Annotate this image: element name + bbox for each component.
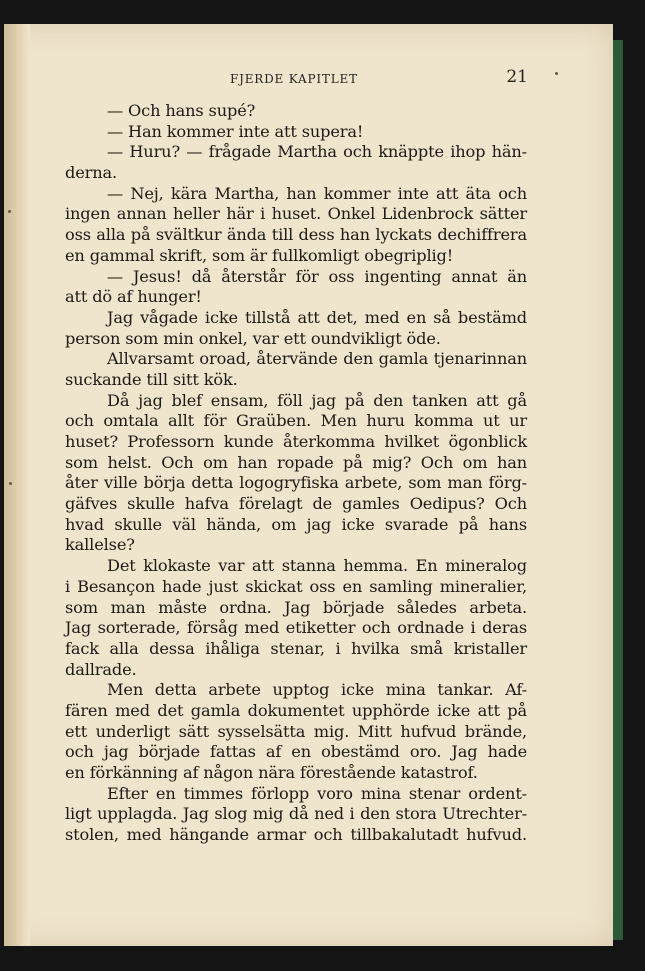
scan-speck (555, 72, 558, 75)
text-line: dallrade. (65, 659, 137, 679)
scan-speck (9, 482, 12, 485)
text-line: fären med det gamla dokumentet upphörde icke att på (65, 700, 527, 720)
body-text (65, 101, 527, 846)
text-line: person som min onkel, var ett oundvikligt öde. (65, 328, 441, 348)
text-line: i Besançon hade just skickat oss en samling mineralier, (65, 576, 527, 596)
text-line: en förkänning af någon nära förestående katastrof. (65, 763, 478, 782)
text-line: att dö af hunger! (65, 287, 202, 307)
text-line: derna. (65, 163, 118, 183)
text-line: Men detta arbete upptog icke mina tankar. Af- (107, 680, 527, 700)
text-line: ett underligt sätt sysselsätta mig. Mitt hufvud brände, (65, 721, 527, 741)
text-line: Det klokaste var att stanna hemma. En mineralog (107, 556, 527, 576)
running-title: FJERDE KAPITLET (230, 72, 358, 86)
text-line: hvad skulle väl hända, om jag icke svarade på hans (65, 514, 527, 534)
text-line: kallelse? (65, 535, 135, 555)
text-line: Efter en timmes förlopp voro mina stenar ordent- (107, 783, 527, 803)
text-line: ingen annan heller här i huset. Onkel Lidenbrock sätter (65, 204, 527, 224)
text-line: Då jag blef ensam, föll jag på den tanken att gå (107, 390, 527, 410)
text-line: som helst. Och om han ropade på mig? Och om han (65, 452, 527, 472)
book-cover-edge (613, 40, 623, 940)
text-line: fack alla dessa ihåliga stenar, i hvilka små kristaller (65, 638, 527, 658)
text-line: Jag vågade icke tillstå att det, med en så bestämd (107, 307, 527, 327)
text-line: huset? Professorn kunde återkomma hvilket ögonblick (65, 432, 527, 451)
text-line: stolen, med hängande armar och tillbakalutadt hufvud. (65, 825, 527, 845)
text-line: gäfves skulle hafva förelagt de gamles Oedipus? Och (65, 494, 527, 514)
text-line: en gammal skrift, som är fullkomligt obegriplig! (65, 245, 454, 265)
text-line: — Och hans supé? (107, 101, 256, 120)
page-gutter-shadow (4, 24, 30, 946)
text-line: åter ville börja detta logogryfiska arbete, som man förg- (65, 473, 527, 493)
text-line: och jag började fattas af en obestämd oro. Jag hade (65, 742, 527, 762)
scan-speck (8, 210, 11, 213)
text-line: som man måste ordna. Jag började således arbeta. (65, 597, 527, 617)
text-line: — Han kommer inte att supera! (107, 121, 364, 141)
text-line: ligt upplagda. Jag slog mig då ned i den stora Utrechter- (65, 804, 527, 824)
running-header (60, 60, 530, 90)
text-line: — Jesus! då återstår för oss ingenting annat än (107, 266, 527, 286)
text-line: suckande till sitt kök. (65, 369, 238, 389)
text-line: Allvarsamt oroad, återvände den gamla tjenarinnan (107, 349, 527, 369)
text-line: — Nej, kära Martha, han kommer inte att äta och (107, 183, 527, 203)
page-number: 21 (506, 67, 528, 87)
text-line: — Huru? — frågade Martha och knäppte ihop hän- (107, 142, 527, 162)
text-line: oss alla på svältkur ända till dess han lyckats dechiffrera (65, 225, 527, 245)
text-line: och omtala allt för Graüben. Men huru komma ut ur (65, 411, 527, 431)
text-line: Jag sorterade, försåg med etiketter och ordnade i deras (65, 618, 527, 638)
